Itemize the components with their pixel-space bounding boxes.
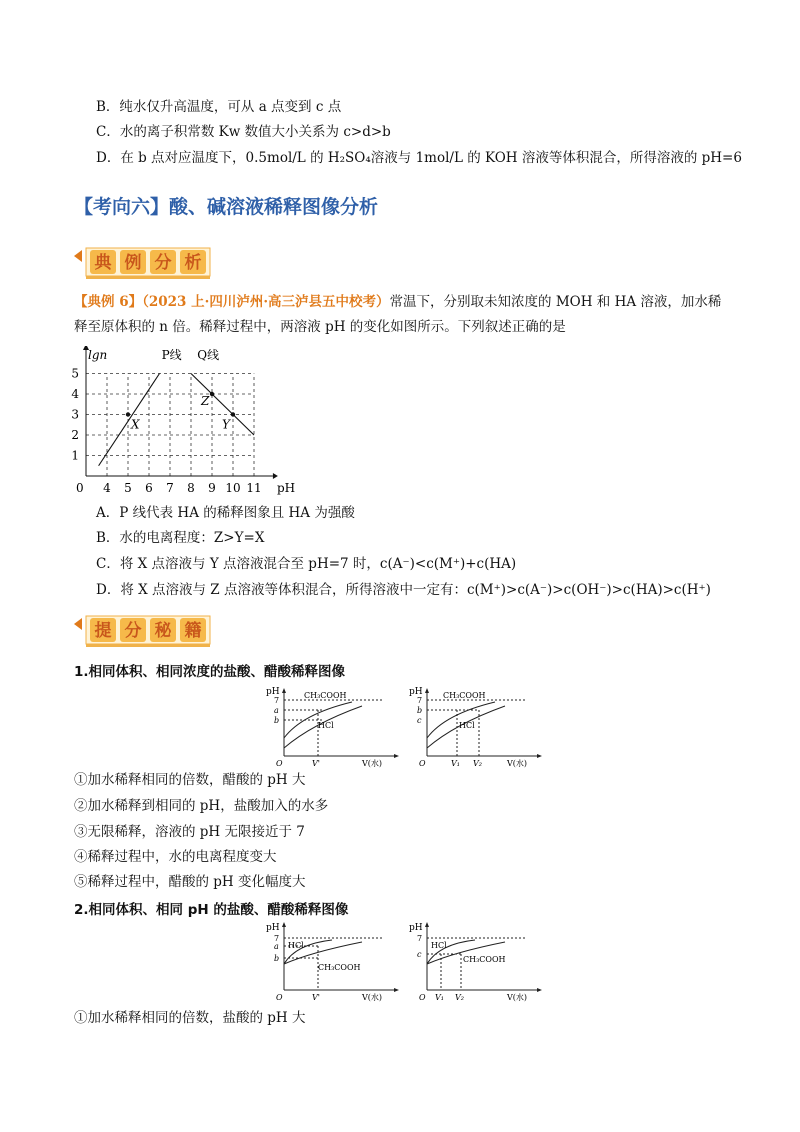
banner-char: 分 (154, 253, 172, 273)
y-axis-label: lgn (88, 348, 108, 362)
data-point-z (210, 392, 214, 396)
part2-point-1: ①加水稀释相同的倍数，盐酸的 pH 大 (74, 1010, 306, 1026)
svg-text:V': V' (312, 759, 320, 768)
banner-char: 籍 (184, 621, 202, 641)
x-tick-label: 6 (145, 481, 153, 495)
x-tick-label: 4 (103, 481, 111, 495)
svg-text:V₁: V₁ (435, 993, 444, 1002)
svg-text:b: b (274, 954, 280, 963)
svg-text:V₁: V₁ (451, 759, 460, 768)
svg-text:HCl: HCl (288, 941, 304, 950)
x-tick-label: 11 (246, 481, 262, 495)
y-tick-label: 5 (71, 366, 79, 381)
svg-text:c: c (417, 950, 422, 959)
x-tick-label: 9 (208, 481, 216, 495)
y-tick-label: 2 (71, 428, 79, 442)
y-tick-label: 3 (71, 407, 79, 422)
part2-figure-right (405, 918, 545, 1004)
banner-char: 秘 (154, 621, 172, 641)
svg-text:CH₃COOH: CH₃COOH (463, 955, 506, 964)
example-source: （2023 上·四川泸州·高三泸县五中校考） (142, 294, 390, 310)
part1-point-1: ①加水稀释相同的倍数，醋酸的 pH 大 (74, 772, 306, 788)
svg-text:pH: pH (409, 923, 423, 933)
answer-option-a: A．P 线代表 HA 的稀释图象且 HA 为强酸 (96, 505, 355, 521)
series-label-q: Q线 (197, 348, 220, 362)
svg-text:V': V' (312, 993, 320, 1002)
series-label-p: P线 (161, 348, 182, 362)
svg-text:a: a (274, 942, 279, 951)
x-tick-label: 7 (166, 481, 174, 495)
answer-option-d: D．将 X 点溶液与 Z 点溶液等体积混合，所得溶液中一定有：c(M⁺)>c(A⁻)>c(OH⁻)>c(HA)>c(H⁺) (96, 582, 711, 598)
point-label-z: Z (201, 394, 210, 408)
svg-text:CH₃COOH: CH₃COOH (318, 963, 361, 972)
part1-point-4: ④稀释过程中，水的电离程度变大 (74, 849, 277, 865)
answer-option-b: B．水的电离程度：Z>Y=X (96, 530, 265, 546)
svg-text:V₂: V₂ (473, 759, 482, 768)
svg-text:pH: pH (409, 687, 423, 697)
section-title: 【考向六】酸、碱溶液稀释图像分析 (74, 196, 379, 218)
svg-text:V(水): V(水) (362, 759, 383, 768)
point-label-y: Y (222, 417, 230, 432)
data-point-x (126, 412, 130, 416)
svg-text:HCl: HCl (431, 941, 447, 950)
svg-text:7: 7 (417, 696, 423, 705)
svg-text:HCl: HCl (459, 721, 475, 730)
x-tick-label: 8 (187, 481, 195, 495)
svg-text:7: 7 (274, 696, 280, 705)
data-point-y (231, 412, 235, 416)
part1-figure-left (262, 684, 402, 768)
point-label-x: X (131, 417, 140, 432)
speaker-icon (74, 618, 82, 630)
svg-text:V₂: V₂ (455, 993, 464, 1002)
example-banner (72, 242, 222, 280)
part2-title: 2.相同体积、相同 pH 的盐酸、醋酸稀释图像 (74, 902, 349, 918)
banner-char: 分 (124, 621, 142, 641)
svg-text:V(水): V(水) (362, 993, 383, 1002)
svg-text:HCl: HCl (318, 721, 334, 730)
example-line-2: 释至原体积的 n 倍。稀释过程中，两溶液 pH 的变化如图所示。下列叙述正确的是 (74, 319, 566, 335)
y-tick-label: 4 (71, 387, 79, 401)
banner-char: 例 (124, 253, 142, 273)
tips-banner (72, 610, 222, 648)
x-tick-label: 10 (225, 481, 241, 495)
svg-text:b: b (417, 706, 423, 715)
svg-text:a: a (274, 706, 279, 715)
part2-figure-left (262, 918, 402, 1004)
part1-point-2: ②加水稀释到相同的 pH，盐酸加入的水多 (74, 798, 329, 814)
example-text-1: 常温下，分别取未知浓度的 MOH 和 HA 溶液，加水稀 (389, 294, 722, 310)
example-label: 【典例 6】 (74, 294, 143, 310)
banner-char: 析 (184, 253, 202, 273)
part1-figure-right (405, 684, 545, 768)
origin-label: 0 (76, 481, 84, 495)
svg-text:O: O (276, 993, 283, 1002)
dilution-chart (70, 346, 310, 496)
fig-ylabel: pH (266, 687, 280, 697)
banner-char: 提 (94, 621, 112, 641)
part1-point-5: ⑤稀释过程中，醋酸的 pH 变化幅度大 (74, 874, 306, 890)
option-d-top: D．在 b 点对应温度下，0.5mol/L 的 H₂SO₄溶液与 1mol/L 的 KOH 溶液等体积混合，所得溶液的 pH=6 (96, 150, 742, 166)
part1-title: 1.相同体积、相同浓度的盐酸、醋酸稀释图像 (74, 664, 346, 680)
svg-text:V(水): V(水) (507, 759, 528, 768)
option-b-top: B．纯水仅升高温度，可从 a 点变到 c 点 (96, 99, 342, 115)
svg-text:V(水): V(水) (507, 993, 528, 1002)
svg-text:b: b (274, 716, 280, 725)
part1-point-3: ③无限稀释，溶液的 pH 无限接近于 7 (74, 824, 305, 840)
x-axis-arrow (273, 473, 278, 479)
speaker-icon (74, 250, 82, 262)
banner-char: 典 (94, 253, 112, 273)
svg-text:c: c (417, 716, 422, 725)
svg-text:7: 7 (274, 934, 280, 943)
example-line-1 (74, 293, 721, 311)
x-axis-label: pH (277, 481, 296, 495)
svg-text:pH: pH (266, 923, 280, 933)
series-line-p (99, 374, 160, 466)
y-tick-label: 1 (71, 448, 79, 463)
answer-option-c: C．将 X 点溶液与 Y 点溶液混合至 pH=7 时，c(A⁻)<c(M⁺)+c(HA) (96, 556, 517, 572)
svg-text:CH₃COOH: CH₃COOH (304, 691, 347, 700)
option-c-top: C．水的离子积常数 Kw 数值大小关系为 c>d>b (96, 124, 391, 140)
svg-text:O: O (419, 993, 426, 1002)
x-tick-label: 5 (124, 481, 132, 495)
svg-text:O: O (276, 759, 283, 768)
svg-text:7: 7 (417, 934, 423, 943)
svg-text:CH₃COOH: CH₃COOH (443, 691, 486, 700)
svg-text:O: O (419, 759, 426, 768)
